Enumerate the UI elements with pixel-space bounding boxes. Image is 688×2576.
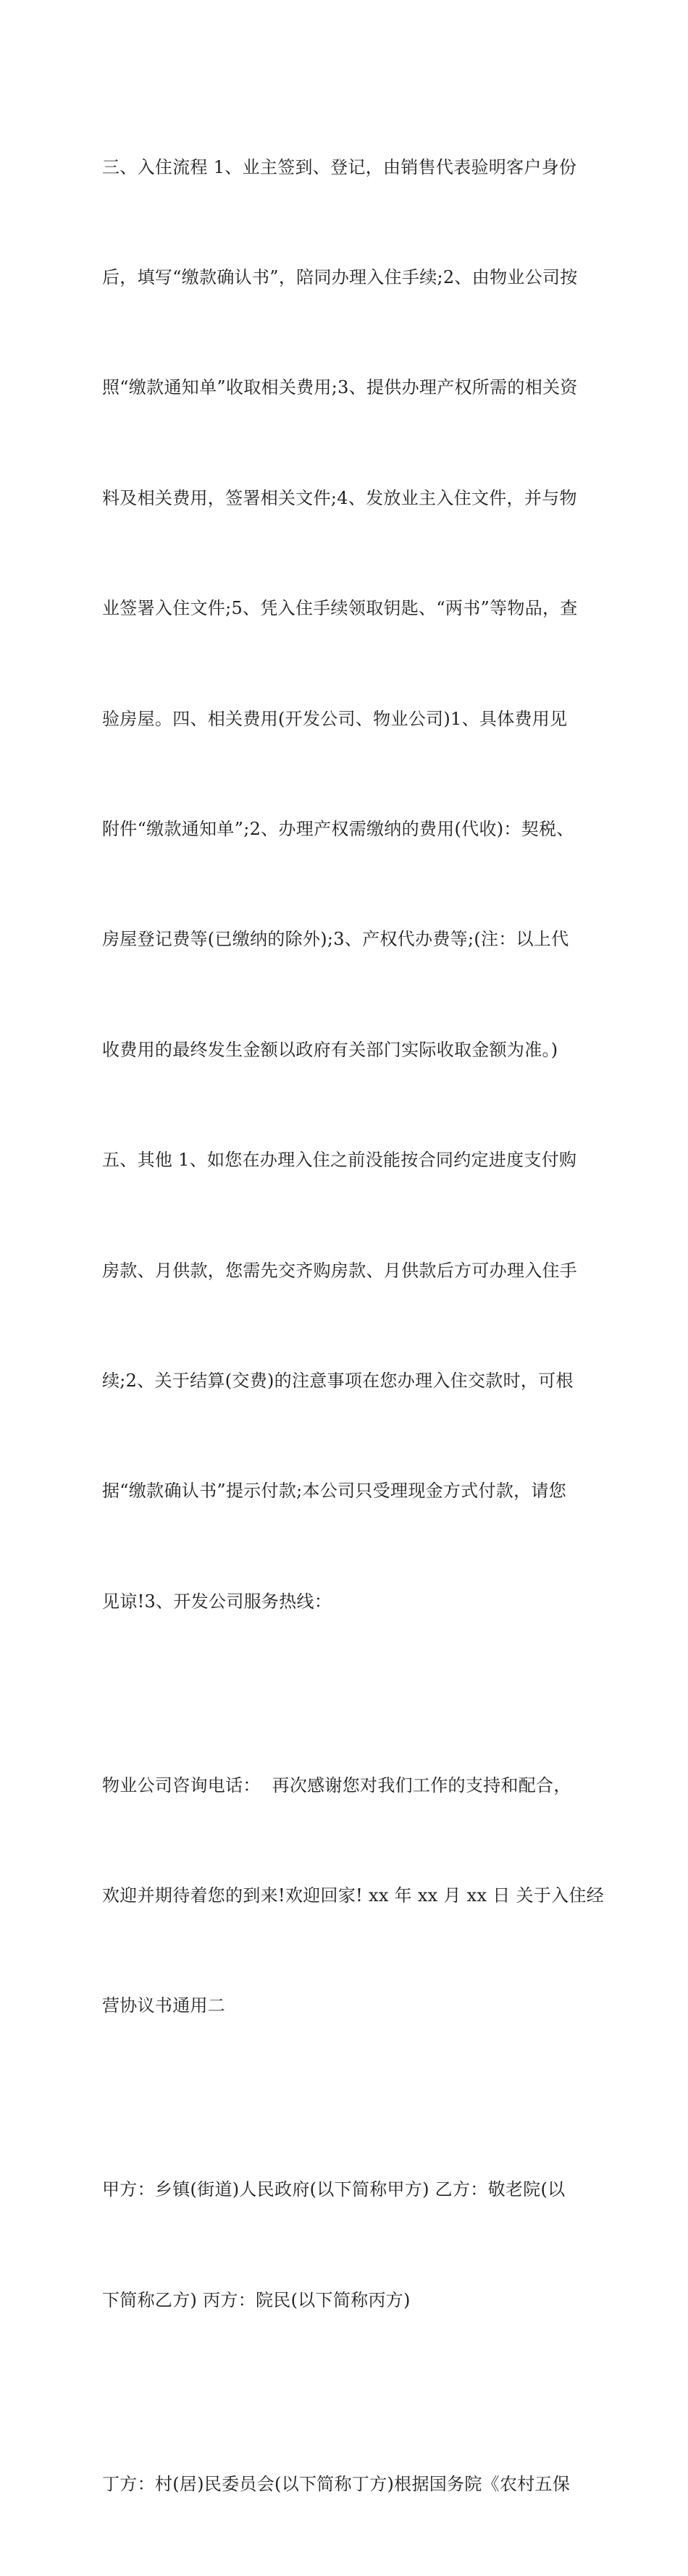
paragraph-checkin-procedure [102,75,595,1693]
text-line: 后，填写“缴款确认书”，陪同办理入住手续;2、由物业公司按 [102,266,578,287]
text-line: 验房屋。四、相关费用(开发公司、物业公司)1、具体费用见 [102,708,568,729]
text-line: 房款、月供款，您需先交齐购房款、月供款后方可办理入住手 [102,1260,578,1281]
text-line: 房屋登记费等(已缴纳的除外);3、产权代办费等;(注：以上代 [102,929,569,950]
text-line: 甲方：乡镇(街道)人民政府(以下简称甲方) 乙方：敬老院(以 [102,2179,566,2200]
paragraph-property-contact [102,1693,605,2098]
text-line: 五、其他 1、如您在办理入住之前没能按合同约定进度支付购 [102,1150,577,1171]
text-line: 丁方：村(居)民委员会(以下简称丁方)根据国务院《农村五保 [102,2473,571,2494]
text-line: 据“缴款确认书”提示付款;本公司只受理现金方式付款，请您 [102,1481,567,1502]
text-line: 照“缴款通知单”收取相关费用;3、提供办理产权所需的相关资 [102,377,578,398]
text-line: 附件“缴款通知单”;2、办理产权需缴纳的费用(代收)：契税、 [102,818,574,839]
text-line: 见谅!3、开发公司服务热线： [102,1591,332,1612]
text-line: 续;2、关于结算(交费)的注意事项在您办理入住交款时，可根 [102,1370,574,1391]
text-line: 三、入住流程 1、业主签到、登记，由销售代表验明客户身份 [102,156,577,177]
text-line: 物业公司咨询电话： 再次感谢您对我们工作的支持和配合， [102,1775,571,1796]
text-line: 欢迎并期待着您的到来!欢迎回家! xx 年 xx 月 xx 日 关于入住经 [102,1885,605,1906]
paragraph-parties-a-b-c [102,2098,595,2392]
document-body [102,75,605,2576]
paragraph-party-d [102,2392,595,2576]
text-line: 营协议书通用二 [102,1995,226,2016]
text-line: 下简称乙方) 丙方：院民(以下简称丙方) [102,2289,411,2310]
text-line: 收费用的最终发生金额以政府有关部门实际收取金额为准。) [102,1039,558,1060]
text-line: 料及相关费用，签署相关文件;4、发放业主入住文件，并与物 [102,487,577,508]
text-line: 业签署入住文件;5、凭入住手续领取钥匙、“两书”等物品，查 [102,598,578,619]
